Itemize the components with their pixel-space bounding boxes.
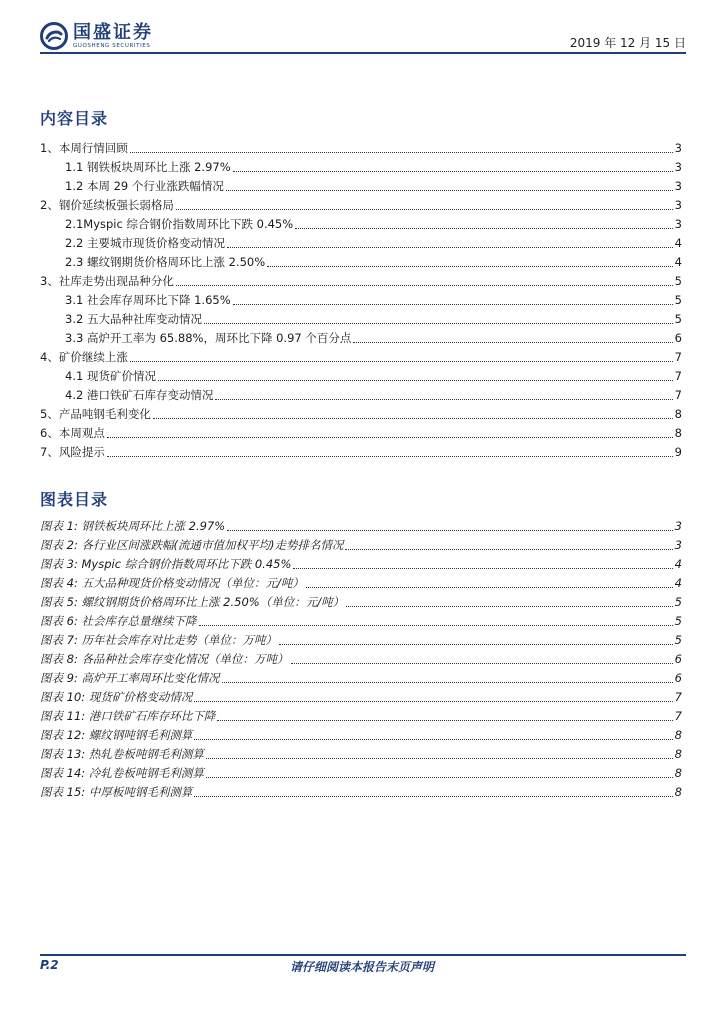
dot-leader xyxy=(204,322,673,324)
figure-entry-title: 图表 11: 港口铁矿石库存环比下降 xyxy=(40,709,216,723)
footer-divider xyxy=(40,954,686,956)
company-logo xyxy=(40,22,153,50)
dot-leader xyxy=(267,265,673,267)
contents-entry-page: 9 xyxy=(674,445,682,459)
figure-entry[interactable] xyxy=(40,517,682,536)
contents-entry-page: 3 xyxy=(674,198,682,212)
figure-entry-title: 图表 9: 高炉开工率周环比变化情况 xyxy=(40,671,220,685)
contents-entry-title: 2.2 主要城市现货价格变动情况 xyxy=(65,236,225,250)
figure-entry[interactable] xyxy=(40,536,682,555)
figure-entry[interactable] xyxy=(40,764,682,783)
dot-leader xyxy=(153,417,673,419)
figure-entry-page: 6 xyxy=(674,652,682,666)
page-header xyxy=(40,18,686,54)
contents-entry-title: 6、本周观点 xyxy=(40,426,105,440)
dot-leader xyxy=(176,284,673,286)
contents-entry-page: 5 xyxy=(674,293,682,307)
page-number: P.2 xyxy=(40,958,59,972)
dot-leader xyxy=(293,567,672,569)
contents-title: 内容目录 xyxy=(40,109,109,128)
contents-entry-title: 3.1 社会库存周环比下降 1.65% xyxy=(65,293,231,307)
dot-leader xyxy=(194,738,672,740)
company-logo-icon xyxy=(40,22,68,50)
contents-entry-title: 2.1Myspic 综合钢价指数周环比下跌 0.45% xyxy=(65,217,294,231)
figure-entry[interactable] xyxy=(40,688,682,707)
dot-leader xyxy=(206,757,673,759)
figure-entry-title: 图表 12: 螺纹钢吨钢毛利测算 xyxy=(40,728,193,742)
contents-entry-page: 4 xyxy=(674,236,682,250)
contents-entry-page: 6 xyxy=(674,331,682,345)
contents-entry-title: 4.2 港口铁矿石库存变动情况 xyxy=(65,388,214,402)
contents-entry[interactable] xyxy=(40,158,682,177)
contents-entry-title: 3、社库走势出现品种分化 xyxy=(40,274,174,288)
figure-entry-title: 图表 8: 各品种社会库存变化情况（单位：万吨） xyxy=(40,652,289,666)
dot-leader xyxy=(279,643,673,645)
figure-entry-title: 图表 6: 社会库存总量继续下降 xyxy=(40,614,197,628)
figure-entry-page: 8 xyxy=(674,728,682,742)
dot-leader xyxy=(306,586,673,588)
figure-entry-page: 8 xyxy=(674,785,682,799)
dot-leader xyxy=(227,246,673,248)
contents-list xyxy=(40,139,682,462)
company-name: 国盛证券 xyxy=(73,21,153,43)
figure-entry-page: 5 xyxy=(674,614,682,628)
dot-leader xyxy=(194,795,672,797)
figure-entry[interactable] xyxy=(40,669,682,688)
dot-leader xyxy=(194,700,672,702)
dot-leader xyxy=(199,624,673,626)
figure-entry-title: 图表 7: 历年社会库存对比走势（单位：万吨） xyxy=(40,633,277,647)
dot-leader xyxy=(217,719,672,721)
figure-entry-title: 图表 14: 冷轧卷板吨钢毛利测算 xyxy=(40,766,204,780)
contents-entry[interactable] xyxy=(40,405,682,424)
figure-entry-title: 图表 13: 热轧卷板吨钢毛利测算 xyxy=(40,747,204,761)
figure-entry[interactable] xyxy=(40,555,682,574)
contents-entry[interactable] xyxy=(40,348,682,367)
figures-list xyxy=(40,517,682,802)
figure-entry-title: 图表 15: 中厚板吨钢毛利测算 xyxy=(40,785,193,799)
figure-entry-page: 6 xyxy=(674,671,682,685)
contents-entry[interactable] xyxy=(40,215,682,234)
contents-entry-title: 3.3 高炉开工率为 65.88%，周环比下降 0.97 个百分点 xyxy=(65,331,352,345)
contents-entry[interactable] xyxy=(40,234,682,253)
contents-entry-title: 4.1 现货矿价情况 xyxy=(65,369,156,383)
dot-leader xyxy=(295,227,673,229)
contents-entry-page: 3 xyxy=(674,179,682,193)
figure-entry-title: 图表 5: 螺纹钢期货价格周环比上涨 2.50%（单位：元/吨） xyxy=(40,595,345,609)
dot-leader xyxy=(346,605,673,607)
contents-entry-title: 2、钢价延续板强长弱格局 xyxy=(40,198,174,212)
figure-entry[interactable] xyxy=(40,783,682,802)
contents-entry-title: 2.3 螺纹钢期货价格周环比上涨 2.50% xyxy=(65,255,266,269)
contents-entry-page: 7 xyxy=(674,350,682,364)
figure-entry[interactable] xyxy=(40,631,682,650)
dot-leader xyxy=(353,341,672,343)
figure-entry-page: 8 xyxy=(674,766,682,780)
figure-entry[interactable] xyxy=(40,593,682,612)
dot-leader xyxy=(291,662,673,664)
figure-entry-page: 3 xyxy=(674,519,682,533)
contents-entry-title: 3.2 五大品种社库变动情况 xyxy=(65,312,202,326)
contents-entry-page: 8 xyxy=(674,407,682,421)
contents-entry[interactable] xyxy=(40,272,682,291)
contents-entry-page: 5 xyxy=(674,312,682,326)
contents-entry-title: 1.2 本周 29 个行业涨跌幅情况 xyxy=(65,179,224,193)
figure-entry[interactable] xyxy=(40,745,682,764)
dot-leader xyxy=(215,398,672,400)
contents-entry[interactable] xyxy=(40,424,682,443)
dot-leader xyxy=(130,360,673,362)
figure-entry-page: 8 xyxy=(674,747,682,761)
disclaimer-notice: 请仔细阅读本报告末页声明 xyxy=(289,960,434,974)
figure-entry-page: 7 xyxy=(674,709,682,723)
contents-entry-title: 5、产品吨钢毛利变化 xyxy=(40,407,151,421)
contents-entry-page: 5 xyxy=(674,274,682,288)
dot-leader xyxy=(107,436,673,438)
contents-entry[interactable] xyxy=(40,367,682,386)
report-date: 2019 年 12 月 15 日 xyxy=(569,36,686,50)
figure-entry-title: 图表 4: 五大品种现货价格变动情况（单位：元/吨） xyxy=(40,576,304,590)
figure-entry-page: 4 xyxy=(674,557,682,571)
contents-entry[interactable] xyxy=(40,177,682,196)
contents-entry-title: 1、本周行情回顾 xyxy=(40,141,128,155)
contents-entry-page: 8 xyxy=(674,426,682,440)
dot-leader xyxy=(222,681,673,683)
dot-leader xyxy=(206,776,673,778)
figure-entry-title: 图表 10: 现货矿价格变动情况 xyxy=(40,690,193,704)
dot-leader xyxy=(345,548,672,550)
figure-entry-page: 5 xyxy=(674,595,682,609)
contents-entry[interactable] xyxy=(40,253,682,272)
contents-entry-title: 1.1 钢铁板块周环比上涨 2.97% xyxy=(65,160,231,174)
contents-entry-page: 7 xyxy=(674,369,682,383)
figure-entry[interactable] xyxy=(40,650,682,669)
dot-leader xyxy=(176,208,673,210)
dot-leader xyxy=(107,455,673,457)
contents-entry-page: 4 xyxy=(674,255,682,269)
figure-entry[interactable] xyxy=(40,726,682,745)
contents-entry[interactable] xyxy=(40,329,682,348)
figure-entry-page: 7 xyxy=(674,690,682,704)
contents-entry[interactable] xyxy=(40,291,682,310)
figure-entry-page: 3 xyxy=(674,538,682,552)
header-divider xyxy=(40,52,686,54)
figure-entry-page: 4 xyxy=(674,576,682,590)
figure-entry-page: 5 xyxy=(674,633,682,647)
figures-title: 图表目录 xyxy=(40,490,109,509)
figure-entry-title: 图表 1: 钢铁板块周环比上涨 2.97% xyxy=(40,519,226,533)
contents-entry[interactable] xyxy=(40,310,682,329)
figure-entry[interactable] xyxy=(40,707,682,726)
dot-leader xyxy=(130,151,673,153)
dot-leader xyxy=(233,303,673,305)
contents-entry[interactable] xyxy=(40,196,682,215)
contents-entry[interactable] xyxy=(40,139,682,158)
figure-entry-title: 图表 3: Myspic 综合钢价指数周环比下跌 0.45% xyxy=(40,557,292,571)
contents-entry-page: 7 xyxy=(674,388,682,402)
dot-leader xyxy=(226,189,673,191)
dot-leader xyxy=(233,170,673,172)
contents-entry-page: 3 xyxy=(674,217,682,231)
contents-entry[interactable] xyxy=(40,386,682,405)
dot-leader xyxy=(227,529,672,531)
figure-entry[interactable] xyxy=(40,574,682,593)
contents-entry-title: 4、矿价继续上涨 xyxy=(40,350,128,364)
contents-entry-title: 7、风险提示 xyxy=(40,445,105,459)
contents-entry[interactable] xyxy=(40,443,682,462)
contents-entry-page: 3 xyxy=(674,160,682,174)
company-name-en: GUOSHENG SECURITIES xyxy=(73,42,151,49)
figure-entry-title: 图表 2: 各行业区间涨跌幅(流通市值加权平均)走势排名情况 xyxy=(40,538,344,552)
figure-entry[interactable] xyxy=(40,612,682,631)
contents-entry-page: 3 xyxy=(674,141,682,155)
dot-leader xyxy=(158,379,673,381)
